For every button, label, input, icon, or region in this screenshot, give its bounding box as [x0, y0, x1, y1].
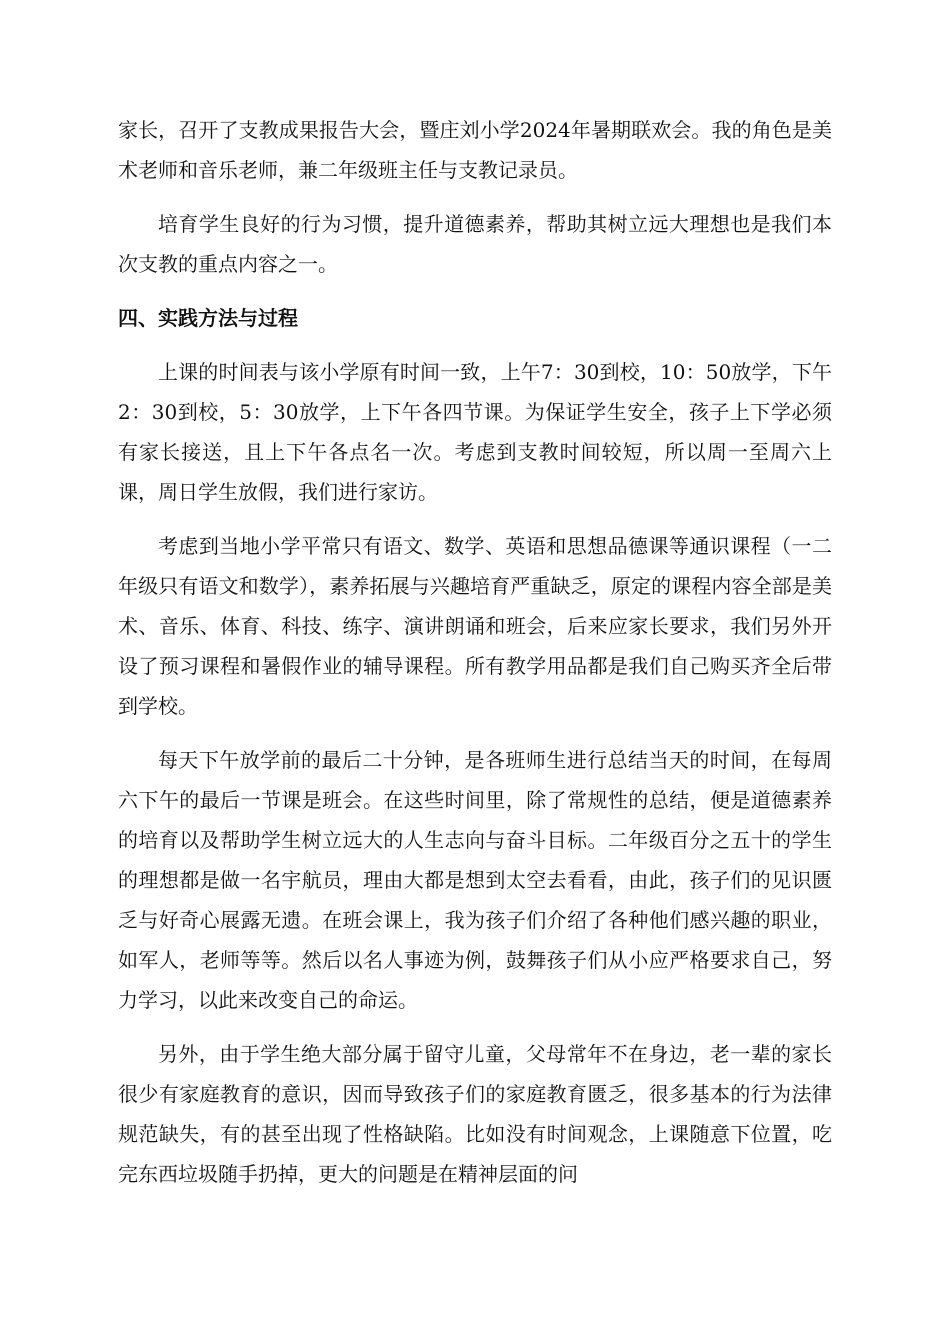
- section-heading: 四、实践方法与过程: [118, 306, 298, 330]
- paragraph-moral-education: 培育学生良好的行为习惯，提升道德素养，帮助其树立远大理想也是我们本次支教的重点内容之一。: [118, 212, 832, 276]
- paragraph-curriculum: 考虑到当地小学平常只有语文、数学、英语和思想品德课等通识课程（一二年级只有语文和数学），素养拓展与兴趣培育严重缺乏，原定的课程内容全部是美术、音乐、体育、科技、练字、演讲朗诵和班会，后来应家长要求，我们另外开设了预习课程和暑假作业的辅导课程。所有教学用品都是我们自己购买齐全后带到学校。: [118, 534, 832, 718]
- paragraph-schedule: 上课的时间表与该小学原有时间一致，上午7：30到校，10：50放学，下午2：30到校，5：30放学，上下午各四节课。为保证学生安全，孩子上下学必须有家长接送，且上下午各点名一次。考虑到支教时间较短，所以周一至周六上课，周日学生放假，我们进行家访。: [118, 360, 832, 504]
- document-body: [118, 110, 832, 1194]
- paragraph-continuation: 家长，召开了支教成果报告大会，暨庄刘小学2024年暑期联欢会。我的角色是美术老师和音乐老师，兼二年级班主任与支教记录员。: [118, 118, 832, 182]
- paragraph-left-behind-children: 另外，由于学生绝大部分属于留守儿童，父母常年不在身边，老一辈的家长很少有家庭教育的意识，因而导致孩子们的家庭教育匮乏，很多基本的行为法律规范缺失，有的甚至出现了性格缺陷。比如没有时间观念，上课随意下位置，吃完东西垃圾随手扔掉，更大的问题是在精神层面的问: [118, 1042, 832, 1186]
- paragraph-class-meeting: 每天下午放学前的最后二十分钟，是各班师生进行总结当天的时间，在每周六下午的最后一节课是班会。在这些时间里，除了常规性的总结，便是道德素养的培育以及帮助学生树立远大的人生志向与奋斗目标。二年级百分之五十的学生的理想都是做一名宇航员，理由大都是想到太空去看看，由此，孩子们的见识匮乏与好奇心展露无遗。在班会课上，我为孩子们介绍了各种他们感兴趣的职业，如军人，老师等等。然后以名人事迹为例，鼓舞孩子们从小应严格要求自己，努力学习，以此来改变自己的命运。: [118, 748, 832, 1012]
